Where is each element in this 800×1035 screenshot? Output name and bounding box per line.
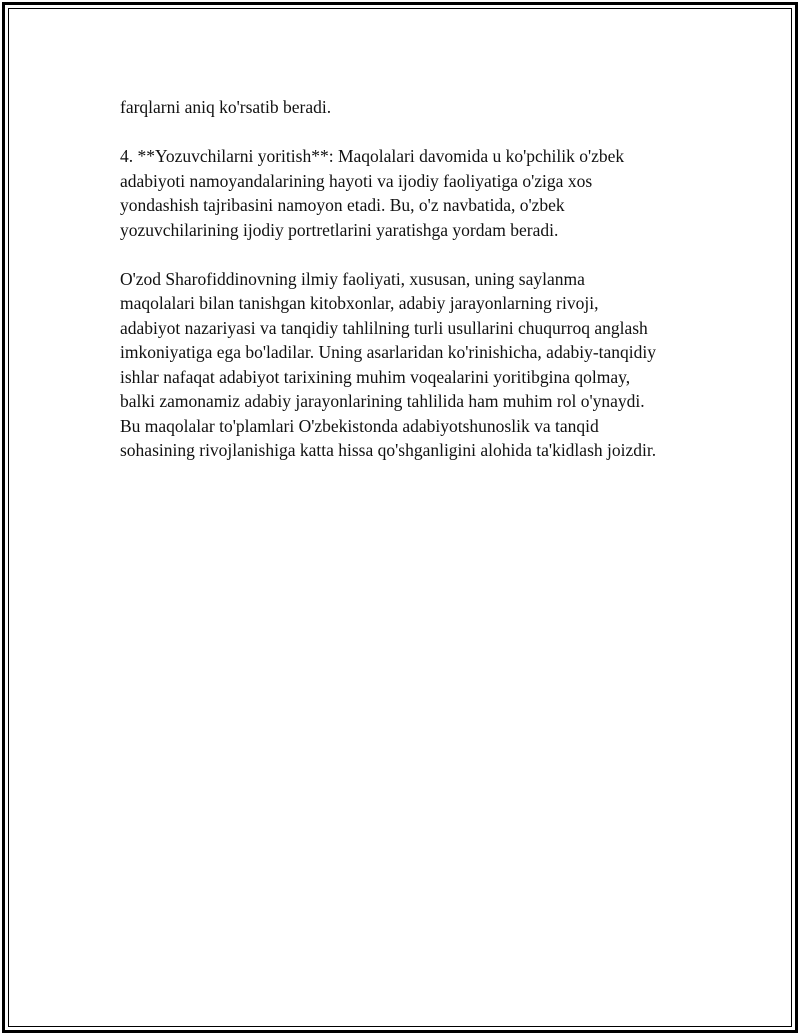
text-line: maqolalari bilan tanishgan kitobxonlar, adabiy jarayonlarning rivoji,: [120, 293, 599, 313]
paragraph-continuation: [120, 95, 710, 120]
paragraph-writers-coverage: [120, 144, 710, 242]
text-line: balki zamonamiz adabiy jarayonlarining tahlilida ham muhim rol o'ynaydi.: [120, 391, 645, 411]
paragraph-conclusion: [120, 267, 710, 463]
text-line: Bu maqolalar to'plamlari O'zbekistonda adabiyotshunoslik va tanqid: [120, 415, 599, 436]
text-line: imkoniyatiga ega bo'ladilar. Uning asarlaridan ko'rinishicha, adabiy-tanqidiy: [120, 342, 657, 362]
text-line: 4. **Yozuvchilarni yoritish**: Maqolalari davomida u ko'pchilik o'zbek: [120, 146, 625, 166]
text-line: sohasining rivojlanishiga katta hissa qo'shganligini alohida ta'kidlash joizdir.: [120, 440, 657, 460]
document-body: [120, 95, 710, 487]
text-line: adabiyoti namoyandalarining hayoti va ijodiy faoliyatiga o'ziga xos: [120, 170, 593, 191]
text-line: yozuvchilarining ijodiy portretlarini yaratishga yordam beradi.: [120, 219, 559, 240]
text-line: adabiyot nazariyasi va tanqidiy tahlilning turli usullarini chuqurroq anglash: [120, 317, 648, 338]
text-line: O'zod Sharofiddinovning ilmiy faoliyati, xususan, uning saylanma: [120, 268, 585, 289]
text-line: ishlar nafaqat adabiyot tarixining muhim voqealarini yoritibgina qolmay,: [120, 366, 631, 387]
document-page: [2, 2, 798, 1033]
text-line: yondashish tajribasini namoyon etadi. Bu, o'z navbatida, o'zbek: [120, 195, 565, 215]
text-line: farqlarni aniq ko'rsatib beradi.: [120, 97, 332, 117]
